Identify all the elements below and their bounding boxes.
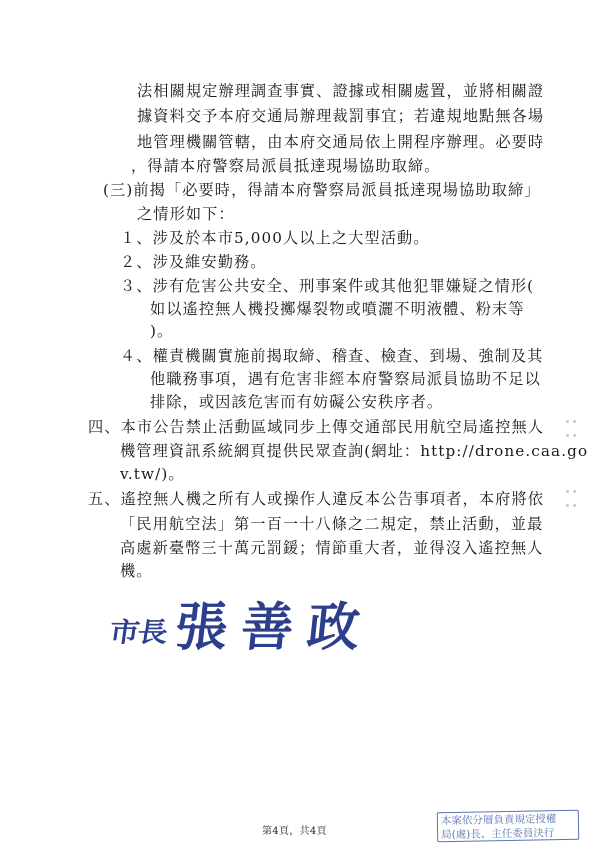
approval-stamp [437,810,580,842]
signature-name: 張善政 [172,598,377,658]
body-line: 據資料交予本府交通局辦理裁罰事宜；若違規地點無各場 [137,107,545,125]
section-4: 四、本市公告禁止活動區域同步上傳交通部民用航空局遙控無人 [88,418,545,436]
section-5-cont: 機。 [120,562,153,580]
item-2: ２、涉及維安勤務。 [120,253,267,271]
stamp-line-2: 局(處)長、主任委員決行 [441,827,555,842]
item-1: １、涉及於本市5,000人以上之大型活動。 [120,229,430,247]
item-4-cont: 排除，或因該危害而有妨礙公安秩序者。 [150,393,444,411]
body-line: ，得請本府警察局派員抵達現場協助取締。 [131,157,441,175]
body-line: 法相關規定辦理調查事實、證據或相關處置，並將相關證 [137,82,545,100]
section-5-cont: 高處新臺幣三十萬元罰鍰；情節重大者，並得沒入遙控無人 [120,539,544,557]
item-4-cont: 他職務事項，遇有危害非經本府警察局派員協助不足以 [150,370,541,388]
section-4-cont: v.tw/)。 [120,465,185,483]
item-3: ３、涉有危害公共安全、刑事案件或其他犯罪嫌疑之情形( [120,277,535,295]
item-3-cont: )。 [150,322,174,340]
stamp-line-1: 本案依分層負責規定授權 [440,813,557,828]
binding-holes [566,420,580,520]
mayor-signature [107,590,377,660]
section-5: 五、遙控無人機之所有人或操作人違反本公告事項者，本府將依 [88,490,545,508]
body-line: 地管理機關管轄，由本府交通局依上開程序辦理。必要時 [137,133,545,151]
item-4: ４、權責機關實施前揭取締、稽查、檢查、到場、強制及其 [120,347,544,365]
clause-3-heading: (三)前揭「必要時，得請本府警察局派員抵達現場協助取締」 [103,181,541,199]
section-4-cont: 機管理資訊系統網頁提供民眾查詢(網址：http://drone.caa.go [120,442,589,460]
section-5-cont: 「民用航空法」第一百一十八條之二規定，禁止活動，並最 [120,515,544,533]
page-number: 第4頁，共4頁 [262,826,327,837]
body-line: 之情形如下： [137,205,235,223]
signature-title: 市長 [107,617,168,649]
item-3-cont: 如以遙控無人機投擲爆裂物或噴灑不明液體、粉末等 [150,300,525,318]
